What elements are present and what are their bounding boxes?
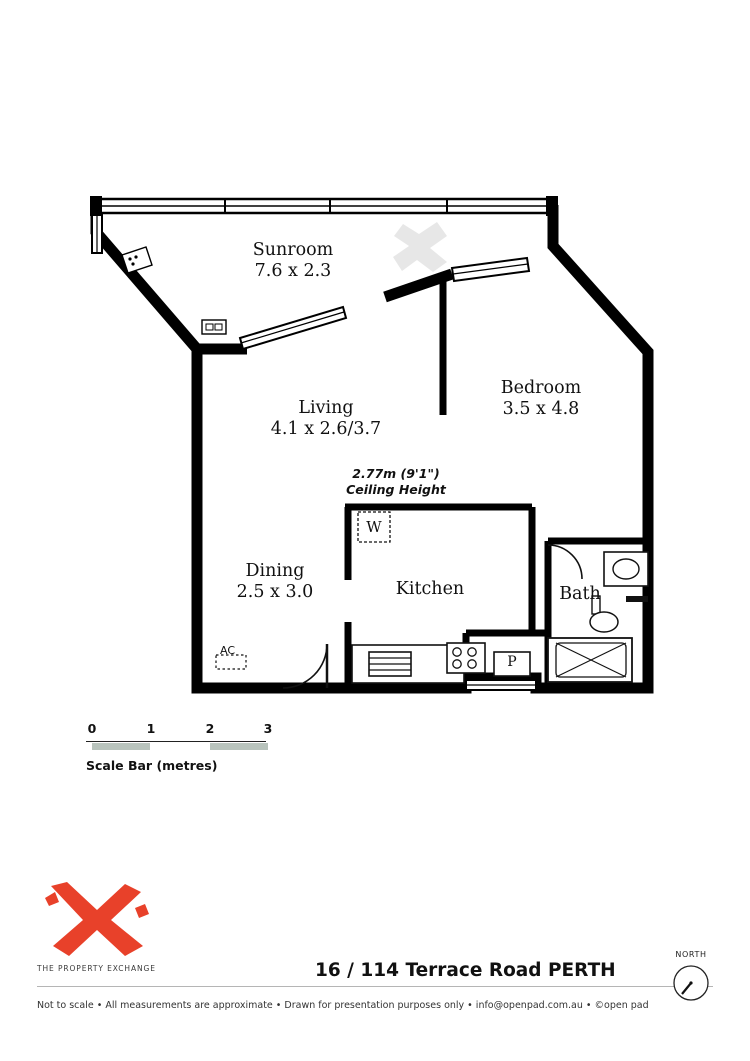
compass <box>663 950 719 1009</box>
brand-logo <box>37 878 207 973</box>
interior-angled-walls <box>385 274 452 415</box>
room-name: Kitchen <box>395 579 465 599</box>
scale-bar-segment <box>92 743 150 750</box>
disclaimer-text: Not to scale • All measurements are approximate • Drawn for presentation purposes only • info@openpad.com.au • ©open pad <box>37 1000 649 1011</box>
footer <box>0 862 750 1061</box>
room-name: Sunroom <box>252 240 334 260</box>
scale-bar-caption: Scale Bar (metres) <box>86 758 218 773</box>
angled-window-right <box>452 258 529 281</box>
room-name: Living <box>298 398 354 418</box>
bottom-window <box>466 680 536 690</box>
sunroom-angled-window <box>240 307 346 349</box>
footer-divider <box>37 986 713 987</box>
ceiling-height-note <box>306 466 486 497</box>
property-address: 16 / 114 Terrace Road PERTH <box>315 960 616 981</box>
scale-bar-ticks <box>86 721 316 737</box>
left-window <box>92 215 102 253</box>
room-dimensions: 4.1 x 2.6/3.7 <box>270 418 382 439</box>
room-label-living <box>246 398 406 439</box>
scale-bar <box>86 721 316 773</box>
x-logo-icon <box>37 878 157 958</box>
sunroom-window-band <box>90 196 558 216</box>
bathroom-fittings <box>548 552 648 682</box>
room-name: Bedroom <box>500 378 582 398</box>
scale-bar-segment <box>210 743 268 750</box>
room-label-bath <box>500 584 660 605</box>
ac-label: AC <box>220 644 236 657</box>
compass-label: NORTH <box>675 950 707 959</box>
room-dimensions: 3.5 x 4.8 <box>502 398 580 419</box>
pantry-label: P <box>507 654 517 670</box>
room-label-kitchen <box>350 579 510 600</box>
room-label-bedroom <box>461 378 621 419</box>
scale-tick-2: 2 <box>205 721 215 736</box>
room-label-sunroom <box>213 240 373 281</box>
scale-tick-0: 0 <box>87 721 97 736</box>
ac-unit-symbol <box>216 655 246 669</box>
scale-bar-track <box>86 741 266 750</box>
watermark-x <box>393 222 447 272</box>
washer-label: W <box>366 518 382 536</box>
scale-tick-3: 3 <box>263 721 273 736</box>
ceiling-height-label: Ceiling Height <box>346 481 446 497</box>
room-name: Bath <box>559 584 601 604</box>
scale-tick-1: 1 <box>146 721 156 736</box>
brand-name: THE PROPERTY EXCHANGE <box>37 964 156 973</box>
compass-icon <box>669 961 713 1005</box>
ceiling-height-value: 2.77m (9'1") <box>352 466 440 481</box>
room-dimensions: 2.5 x 3.0 <box>236 581 314 602</box>
room-name: Dining <box>245 561 305 581</box>
room-label-dining <box>195 561 355 602</box>
room-dimensions: 7.6 x 2.3 <box>254 260 332 281</box>
